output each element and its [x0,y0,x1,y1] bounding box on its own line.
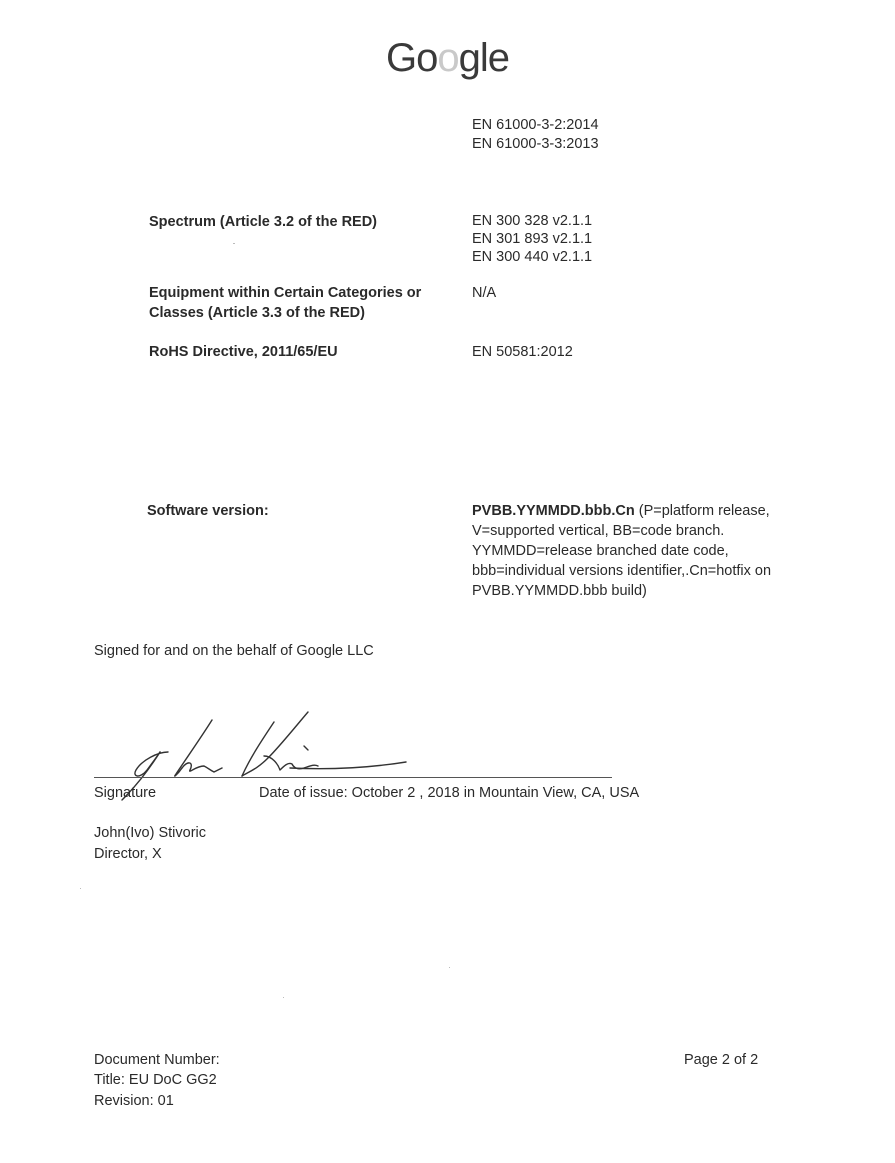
scan-speck [80,888,81,889]
logo-part-2: o [437,36,459,80]
spectrum-label: Spectrum (Article 3.2 of the RED) [149,214,378,230]
date-of-issue: Date of issue: October 2 , 2018 in Mountain View, CA, USA [259,785,640,801]
rohs-label: RoHS Directive, 2011/65/EU [149,344,338,360]
google-logo [0,36,895,81]
signed-for-text: Signed for and on the behalf of Google LLC [94,643,374,659]
logo-part-3: gle [458,36,509,80]
page-number: Page 2 of 2 [684,1052,759,1068]
rohs-standard: EN 50581:2012 [472,344,573,360]
spectrum-standard-2: EN 301 893 v2.1.1 [472,231,593,247]
software-version-label: Software version: [147,503,269,519]
signature-line [94,777,612,778]
scan-speck [449,967,450,968]
document-revision: Revision: 01 [94,1093,174,1109]
signature-label: Signature [94,785,157,801]
standard-en-61000-3-2: EN 61000-3-2:2014 [472,117,599,133]
software-version-explanation: (P=platform release, V=supported vertical, BB=code branch. YYMMDD=release branched date code, bbb=individual versions identifier,.Cn=hotfix on PVBB.YYMMDD.bbb build) [472,503,772,599]
logo-part-1: Go [386,36,438,80]
scan-speck [233,243,235,244]
document-title: Title: EU DoC GG2 [94,1072,217,1088]
standard-en-61000-3-3: EN 61000-3-3:2013 [472,136,599,152]
software-version-code: PVBB.YYMMDD.bbb.Cn [472,503,635,519]
software-version-description [472,501,812,601]
equipment-label-line-2: Classes (Article 3.3 of the RED) [149,305,365,321]
spectrum-standard-3: EN 300 440 v2.1.1 [472,249,593,265]
signer-name: John(Ivo) Stivoric [94,825,207,841]
document-number: Document Number: [94,1052,220,1068]
scan-speck [283,997,284,998]
spectrum-standard-1: EN 300 328 v2.1.1 [472,213,593,229]
signer-title: Director, X [94,846,162,862]
equipment-label-line-1: Equipment within Certain Categories or [149,285,422,301]
equipment-value: N/A [472,285,497,301]
